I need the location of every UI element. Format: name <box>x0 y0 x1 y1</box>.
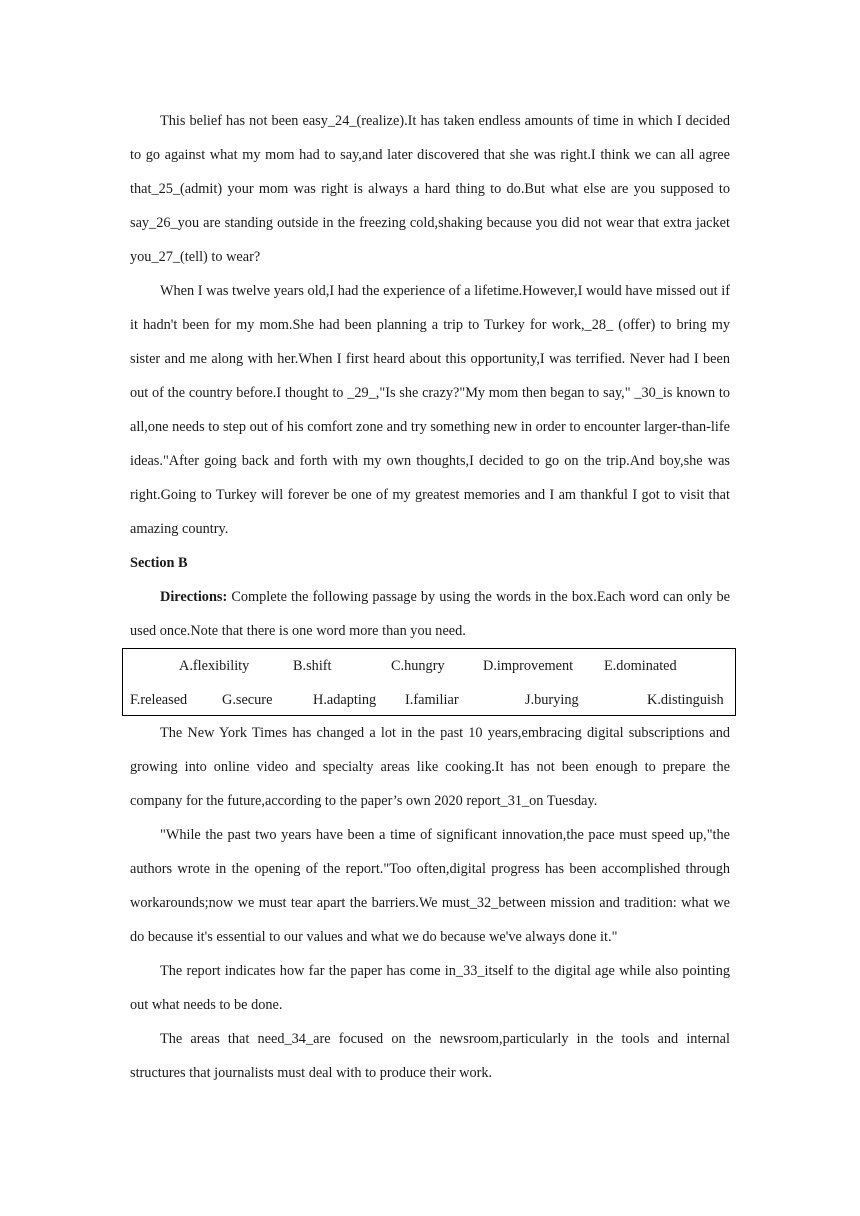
passage-paragraph: The New York Times has changed a lot in the past 10 years,embracing digital subscriptions and growing into online video and specialty areas like cooking.It has not been enough to prepare the company for the future,according to the paper’s own 2020 report_31_on Tuesday. <box>130 725 730 809</box>
word-option: D.improvement <box>483 658 574 674</box>
word-option: F.released <box>130 692 188 708</box>
word-box <box>122 648 736 716</box>
word-option: K.distinguish <box>647 692 724 708</box>
passage-paragraph: This belief has not been easy_24_(realize).It has taken endless amounts of time in which I decided to go against what my mom had to say,and later discovered that she was right.I think we can all agree that_25_(admit) your mom was right is always a hard thing to do.But what else are you supposed to say_26_you are standing outside in the freezing cold,shaking because you did not wear that extra jacket you_27_(tell) to wear? <box>130 113 730 265</box>
word-option: A.flexibility <box>179 658 250 674</box>
section-heading: Section B <box>130 555 188 571</box>
document-page <box>130 104 730 1090</box>
directions-paragraph <box>130 580 730 648</box>
word-option: J.burying <box>525 692 579 708</box>
word-option: I.familiar <box>405 692 459 708</box>
word-option: E.dominated <box>604 658 677 674</box>
directions-text: Complete the following passage by using the words in the box.Each word can only be used once.Note that there is one word more than you need. <box>130 589 730 639</box>
word-option: H.adapting <box>313 692 377 708</box>
word-option: C.hungry <box>391 658 445 674</box>
passage-paragraph: The areas that need_34_are focused on the newsroom,particularly in the tools and internal structures that journalists must deal with to produce their work. <box>130 1031 730 1081</box>
word-option: G.secure <box>222 692 273 708</box>
passage-paragraph: "While the past two years have been a time of significant innovation,the pace must speed up,"the authors wrote in the opening of the report."Too often,digital progress has been accomplished through workarounds;now we must tear apart the barriers.We must_32_between mission and tradition: what we do because it's essential to our values and what we do because we've always done it." <box>130 827 730 945</box>
directions-label: Directions: <box>160 589 228 605</box>
passage-paragraph: The report indicates how far the paper has come in_33_itself to the digital age while also pointing out what needs to be done. <box>130 963 730 1013</box>
passage-paragraph: When I was twelve years old,I had the experience of a lifetime.However,I would have missed out if it hadn't been for my mom.She had been planning a trip to Turkey for work,_28_ (offer) to bring my sister and me along with her.When I first heard about this opportunity,I was terrified. Never had I been out of the country before.I thought to _29_,"Is she crazy?"My mom then began to say," _30_is known to all,one needs to step out of his comfort zone and try something new in order to encounter larger-than-life ideas."After going back and forth with my own thoughts,I decided to go on the trip.And boy,she was right.Going to Turkey will forever be one of my greatest memories and I am thankful I got to visit that amazing country. <box>130 283 730 537</box>
word-option: B.shift <box>293 658 332 674</box>
